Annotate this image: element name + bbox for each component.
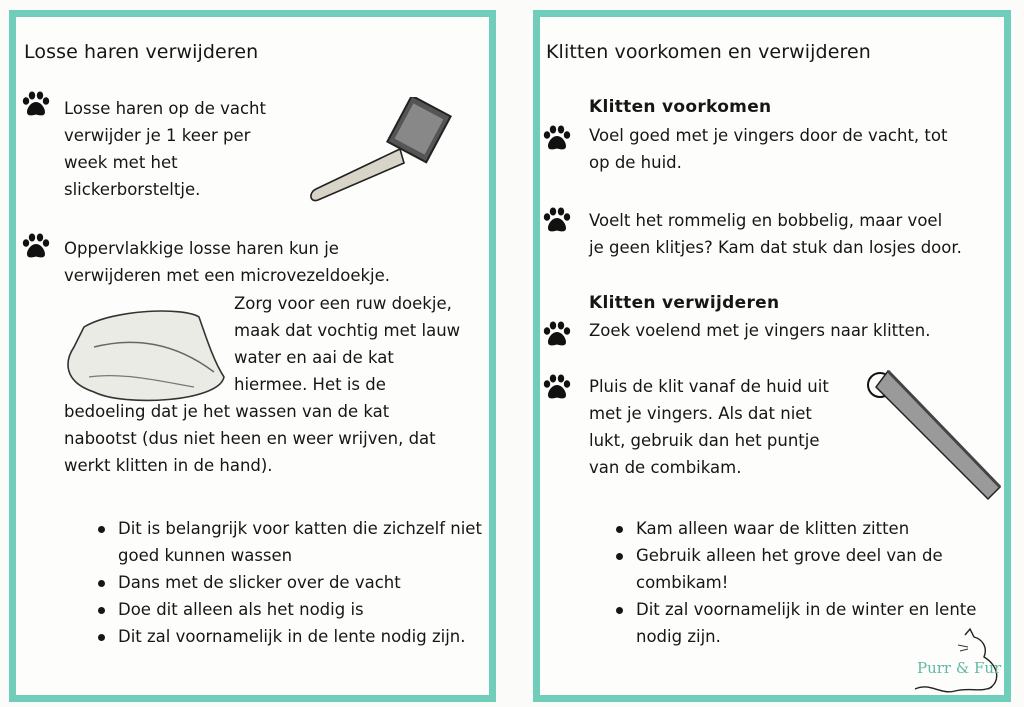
item-text: Zorg voor een ruw doekje, maak dat vochtig met lauw water en aai de kat hiermee. Het is de [234,294,461,394]
section-heading: Klitten voorkomen [589,97,772,117]
card-title: Klitten voorkomen en verwijderen [546,41,871,63]
paw-icon [543,374,571,400]
comb-image [858,357,1008,517]
list-item: Gebruik alleen het grove deel van de combikam! [612,542,992,596]
item-text: Pluis de klit vanaf de huid uit met je vingers. Als dat niet lukt, gebruik dan het puntje van de combikam. [589,377,829,477]
item-text: bedoeling dat je het wassen van de kat nabootst (dus niet heen en weer wrijven, dat werkt klitten in de hand). [64,402,436,475]
paw-icon [543,207,571,233]
microfiber-cloth-image [64,307,234,407]
list-item: Kam alleen waar de klitten zitten [612,515,992,542]
paw-icon [22,91,50,117]
section-heading: Klitten verwijderen [589,293,780,313]
card-losse-haren [9,10,496,702]
list-item: Dit is belangrijk voor katten die zichzelf niet goed kunnen wassen [94,515,484,569]
tips-list [94,515,484,650]
item-text: Voelt het rommelig en bobbelig, maar voel je geen klitjes? Kam dat stuk dan losjes door. [589,211,962,257]
item-text: Zoek voelend met je vingers naar klitten. [589,321,931,340]
list-item: Dans met de slicker over de vacht [94,569,484,596]
paw-icon [22,233,50,259]
list-item: Dit zal voornamelijk in de lente nodig zijn. [94,623,484,650]
item-text: Losse haren op de vacht verwijder je 1 keer per week met het slickerborsteltje. [64,99,266,199]
item-text: Voel goed met je vingers door de vacht, tot op de huid. [589,126,948,172]
list-item: Doe dit alleen als het nodig is [94,596,484,623]
paw-icon [543,125,571,151]
card-title: Losse haren verwijderen [24,41,259,63]
list-item: Dit zal voornamelijk in de winter en lente nodig zijn. [612,596,992,650]
paw-icon [543,321,571,347]
card-klitten [533,10,1011,702]
brand-logo: Purr & Fur [917,659,1002,677]
item-text: Oppervlakkige losse haren kun je verwijderen met een microvezeldoekje. [64,239,391,285]
slicker-brush-image [302,97,462,207]
